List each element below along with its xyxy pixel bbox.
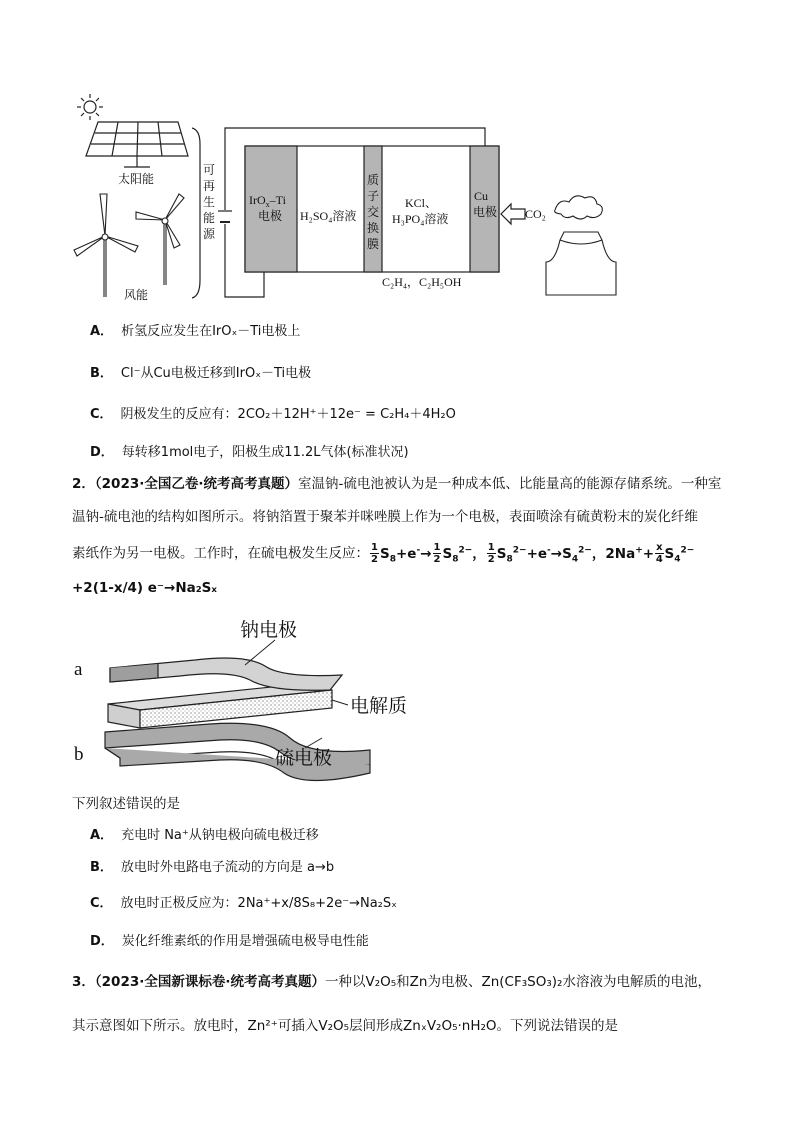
product-label: C₂H₄，C₂H₅OH <box>382 275 462 289</box>
svg-text:IrOx–Ti: IrO$_x$–Ti <box>249 193 286 209</box>
terminal-b-label: b <box>74 744 84 765</box>
svg-text:子: 子 <box>367 189 380 203</box>
terminal-a-label: a <box>74 659 83 680</box>
svg-text:能: 能 <box>203 211 216 225</box>
q2-option-d[interactable]: D． 炭化纤维素纸的作用是增强硫电极导电性能 <box>90 934 369 949</box>
solar-panel-icon <box>86 122 188 167</box>
q2-reaction-line2: +2(1-x/4) e⁻→Na₂Sₓ <box>72 580 217 596</box>
co2-label: CO₂ <box>525 207 546 221</box>
bracket <box>192 128 200 298</box>
q1-option-d[interactable]: D． 每转移1mol电子，阳极生成11.2L气体(标准状况) <box>90 445 409 460</box>
svg-text:源: 源 <box>203 227 216 241</box>
sun-icon <box>77 94 103 120</box>
q1-option-c[interactable]: C． 阴极发生的反应有：2CO₂＋12H⁺＋12e⁻ = C₂H₄＋4H₂O <box>90 407 456 422</box>
svg-text:电极: 电极 <box>473 205 498 219</box>
q1-option-a[interactable]: A． 析氢反应发生在IrOₓ－Ti电极上 <box>90 324 301 339</box>
sodium-sulfur-battery-diagram <box>70 620 430 790</box>
svg-text:再: 再 <box>203 179 216 193</box>
svg-text:KCl、: KCl、 <box>405 196 438 210</box>
q2-question: 下列叙述错误的是 <box>72 796 180 812</box>
solar-label: 太阳能 <box>118 172 155 186</box>
q2-stem: 2．（2023·全国乙卷·统考高考真题）室温钠-硫电池被认为是一种成本低、比能量高的能源存储系统。一种室 温钠-硫电池的结构如图所示。将钠箔置于聚苯并咪唑膜上作为一个电极，表面喷涂有硫黄粉末的炭化纤维 素纸作为另一电极。工作时，在硫电极发生反应： $\frac{1}{2}$ $S_8+e^-\to$ $\frac{1}{2}$ $S_8^{2-}$， $\frac{1}{2}$ $S_8^{2-}+e^-\to S_4^{2-}$，2Na++ $\frac{x}{4}$ $S_4^{2-}$ <box>72 476 722 565</box>
q2-option-a[interactable]: A． 充电时 Na⁺从钠电极向硫电极迁移 <box>90 828 319 843</box>
q2-option-b[interactable]: B． 放电时外电路电子流动的方向是 a→b <box>90 860 335 875</box>
factory-icon <box>546 196 616 295</box>
arrow-left-icon <box>501 204 525 224</box>
q1-option-b[interactable]: B． Cl⁻从Cu电极迁移到IrOₓ－Ti电极 <box>90 366 312 381</box>
renewable-label <box>203 163 216 241</box>
sulfur-label: 硫电极 <box>275 747 333 769</box>
svg-text:可: 可 <box>203 163 216 177</box>
wind-label: 风能 <box>124 288 149 302</box>
q3-stem: 3．（2023·全国新课标卷·统考高考真题）一种以V₂O₅和Zn为电极、Zn(CF₃SO₃)₂水溶液为电解质的电池， 其示意图如下所示。放电时，Zn²⁺可插入V₂O₅层间形成ZnₓV₂O₅·nH₂O。下列说法错误的是 <box>72 974 711 1034</box>
left-solution: H₂SO₄溶液 <box>300 209 357 223</box>
electrolysis-diagram <box>60 90 660 305</box>
svg-text:H₃PO₄溶液: H₃PO₄溶液 <box>392 212 449 226</box>
svg-text:膜: 膜 <box>367 237 380 251</box>
svg-text:质: 质 <box>367 173 380 187</box>
svg-text:交: 交 <box>367 205 380 219</box>
wind-turbine-icon <box>74 194 184 297</box>
q2-option-c[interactable]: C． 放电时正极反应为：2Na⁺+x/8S₈+2e⁻→Na₂Sₓ <box>90 896 397 911</box>
sodium-label: 钠电极 <box>240 620 298 641</box>
svg-text:Cu: Cu <box>474 189 489 203</box>
svg-text:生: 生 <box>203 195 216 209</box>
electrolyte-label: 电解质 <box>350 695 408 717</box>
svg-text:电极: 电极 <box>258 209 283 223</box>
svg-text:换: 换 <box>367 221 380 235</box>
